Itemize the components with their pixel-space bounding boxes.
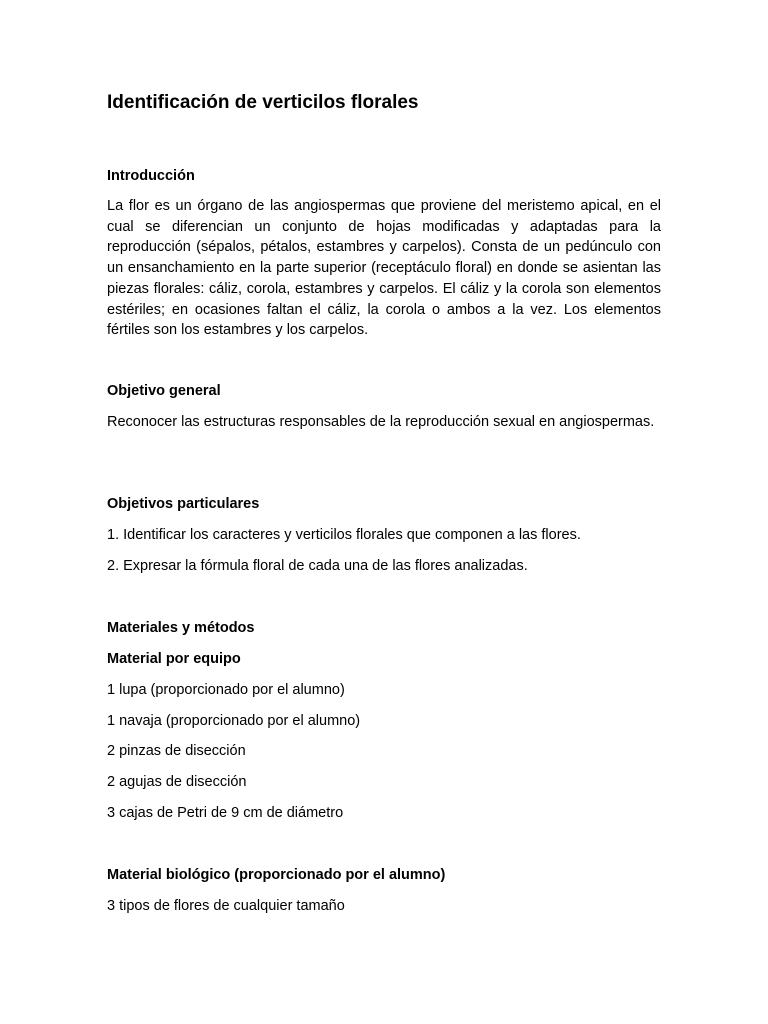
objetivo-particular-item: 1. Identificar los caracteres y verticilos florales que componen a las flores.: [107, 527, 581, 543]
subheading-material-por-equipo: Material por equipo: [107, 651, 241, 667]
heading-introduccion: Introducción: [107, 168, 195, 184]
document-title: Identificación de verticilos florales: [107, 92, 419, 113]
heading-materiales-metodos: Materiales y métodos: [107, 620, 255, 636]
material-item: 2 agujas de disección: [107, 774, 247, 790]
heading-objetivos-particulares: Objetivos particulares: [107, 496, 260, 512]
material-biologico-item: 3 tipos de flores de cualquier tamaño: [107, 898, 345, 914]
objetivo-particular-item: 2. Expresar la fórmula floral de cada una de las flores analizadas.: [107, 558, 528, 574]
objetivo-general-paragraph: Reconocer las estructuras responsables de la reproducción sexual en angiospermas.: [107, 414, 655, 430]
material-item: 3 cajas de Petri de 9 cm de diámetro: [107, 805, 344, 821]
material-item: 1 lupa (proporcionado por el alumno): [107, 682, 345, 698]
material-item: 1 navaja (proporcionado por el alumno): [107, 713, 361, 729]
heading-material-biologico: Material biológico (proporcionado por el alumno): [107, 867, 446, 883]
heading-objetivo-general: Objetivo general: [107, 383, 221, 399]
material-item: 2 pinzas de disección: [107, 743, 246, 759]
introduccion-paragraph: La flor es un órgano de las angiospermas que proviene del meristemo apical, en el cual se diferencian un conjunto de hojas modificadas y adaptadas para la reproducción (sépalos, pétalos, estambres y carpelos). Consta de un pedúnculo con un ensanchamiento en la parte superior (receptáculo floral) en donde se asientan las piezas florales: cáliz, corola, estambres y carpelos. El cáliz y la corola son elementos estériles; en ocasiones faltan el cáliz, la corola o ambos a la vez. Los elementos fértiles son los estambres y los carpelos.: [107, 198, 661, 339]
